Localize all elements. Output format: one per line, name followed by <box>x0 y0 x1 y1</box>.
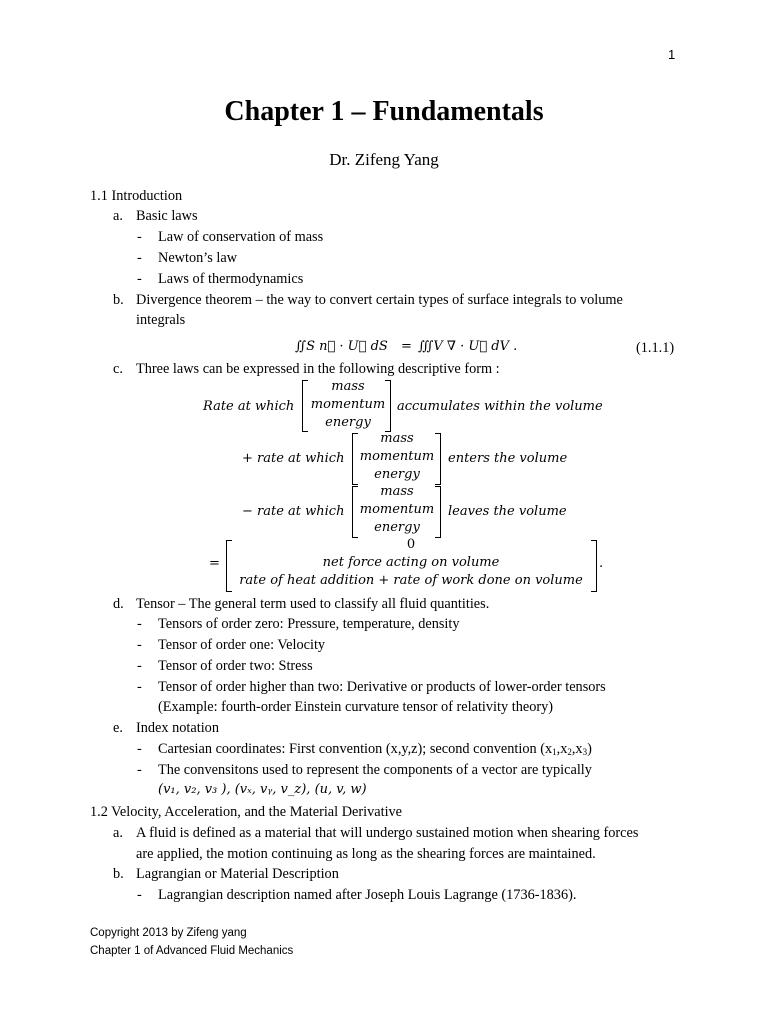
bullet: - <box>137 637 142 653</box>
right-bracket <box>591 540 597 592</box>
tensor-label: Tensor – The general term used to classify all fluid quantities. <box>136 596 490 612</box>
list-marker-c: c. <box>113 361 123 377</box>
bullet: - <box>137 679 142 695</box>
matrix-entry: momentum <box>359 502 435 517</box>
divergence-text-cont: integrals <box>136 312 186 328</box>
list-item-cont: (Example: fourth-order Einstein curvature tensor of relativity theory) <box>158 699 554 715</box>
matrix-entry: energy <box>325 415 371 430</box>
bullet: - <box>137 229 142 245</box>
index-notation-label: Index notation <box>136 720 219 736</box>
equation-equals: = <box>401 339 412 354</box>
list-marker-a: a. <box>113 208 123 224</box>
bullet: - <box>137 271 142 287</box>
list-item: Cartesian coordinates: First convention (x,y,z); second convention $(x_1,x_2,x_3)$ <box>158 741 592 757</box>
basic-laws-label: Basic laws <box>136 208 198 224</box>
section-heading-1-1: 1.1 Introduction <box>90 188 183 204</box>
matrix-entry: mass <box>331 379 365 394</box>
bullet: - <box>137 762 142 778</box>
list-marker-a: a. <box>113 825 123 841</box>
matrix-entry: energy <box>374 520 420 535</box>
divergence-text: Divergence theorem – the way to convert certain types of surface integrals to volume <box>136 292 623 308</box>
list-item: Tensor of order higher than two: Derivative or products of lower-order tensors <box>158 679 606 695</box>
list-marker-d: d. <box>113 596 124 612</box>
subscript: 1 <box>552 747 557 757</box>
bullet: - <box>137 250 142 266</box>
fluid-definition-cont: are applied, the motion continuing as long as the shearing forces are maintained. <box>136 846 596 862</box>
matrix-entry: mass <box>380 431 414 446</box>
list-marker-b: b. <box>113 292 124 308</box>
equation-lhs: ∬S n⃗ · U⃗ dS <box>295 339 388 354</box>
three-laws-label: Three laws can be expressed in the following descriptive form : <box>136 361 500 377</box>
author: Dr. Zifeng Yang <box>329 150 439 169</box>
list-item: Tensor of order one: Velocity <box>158 637 326 653</box>
page-title: Chapter 1 – Fundamentals <box>224 96 544 127</box>
matrix-entry: net force acting on volume <box>322 555 500 570</box>
page-number: 1 <box>668 47 676 62</box>
matrix-entry: 0 <box>406 537 416 552</box>
list-marker-e: e. <box>113 720 123 736</box>
list-item: Law of conservation of mass <box>158 229 324 245</box>
list-item: Tensor of order two: Stress <box>158 658 313 674</box>
right-bracket <box>385 380 391 432</box>
matrix-entry: energy <box>374 467 420 482</box>
vector-notation: (v₁, v₂, v₃ ), (vₓ, vᵧ, v_z), (u, v, w) <box>158 782 367 797</box>
subscript: 3 <box>582 747 588 757</box>
row2-suffix: enters the volume <box>448 451 568 466</box>
result-period: . <box>599 556 604 571</box>
bullet: - <box>137 741 142 757</box>
right-bracket <box>435 486 441 538</box>
lagrangian-label: Lagrangian or Material Description <box>136 866 339 882</box>
row1-prefix: Rate at which <box>203 399 295 414</box>
matrix-entry: rate of heat addition + rate of work done on volume <box>239 573 583 588</box>
list-marker-b: b. <box>113 866 124 882</box>
result-equals: = <box>209 556 220 571</box>
equation-number: (1.1.1) <box>636 340 675 356</box>
footer-copyright: Copyright 2013 by Zifeng yang <box>90 927 247 939</box>
section-heading-1-2: 1.2 Velocity, Acceleration, and the Material Derivative <box>90 804 403 820</box>
list-item: Newton’s law <box>158 250 238 266</box>
right-bracket <box>435 433 441 485</box>
subscript: 2 <box>567 747 572 757</box>
row3-suffix: leaves the volume <box>448 504 567 519</box>
row1-suffix: accumulates within the volume <box>397 399 603 414</box>
bullet: - <box>137 658 142 674</box>
matrix-entry: momentum <box>310 397 386 412</box>
list-item: Laws of thermodynamics <box>158 271 304 287</box>
matrix-entry: momentum <box>359 449 435 464</box>
list-item: The convensitons used to represent the components of a vector are typically <box>158 762 592 778</box>
bullet: - <box>137 887 142 903</box>
footer-chapter: Chapter 1 of Advanced Fluid Mechanics <box>90 945 294 957</box>
cartesian-text: Cartesian coordinates: First convention (x,y,z); second convention (x <box>158 741 553 757</box>
list-item: Tensors of order zero: Pressure, temperature, density <box>158 616 460 632</box>
fluid-definition: A fluid is defined as a material that will undergo sustained motion when shearing forces <box>136 825 639 841</box>
matrix-entry: mass <box>380 484 414 499</box>
list-item: Lagrangian description named after Joseph Louis Lagrange (1736-1836). <box>158 887 577 903</box>
equation-rhs: ∭V ∇ · U⃗ dV . <box>418 339 518 354</box>
row3-prefix: − rate at which <box>242 504 345 519</box>
bullet: - <box>137 616 142 632</box>
row2-prefix: + rate at which <box>242 451 345 466</box>
